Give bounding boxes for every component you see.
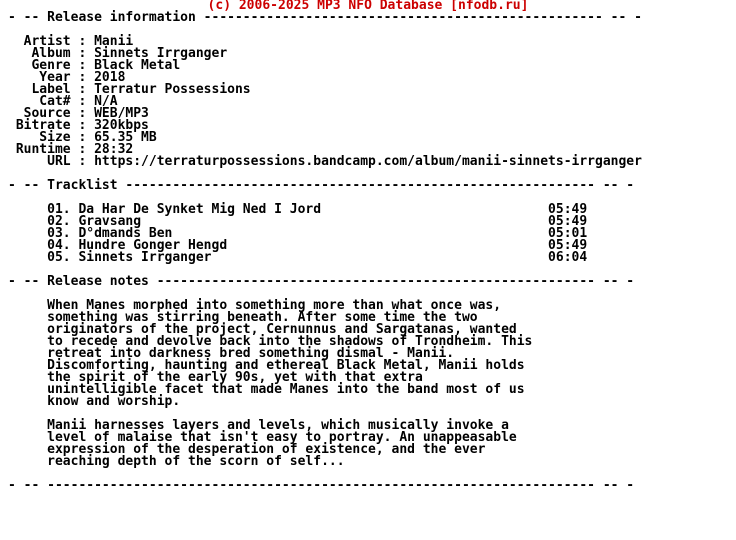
info-year: Year : 2018 [8, 70, 126, 85]
section-header-release-information: - -- Release information --------------------------------------------------- -- - [8, 10, 642, 25]
release-notes-line: unintelligible facet that made Manes into the band most of us [8, 382, 525, 397]
section-footer-divider: - -- ---------------------------------------------------------------------- -- - [8, 478, 635, 493]
release-notes-line: originators of the project, Cernunnus and Sargatanas, wanted [8, 322, 517, 337]
info-artist: Artist : Manii [8, 34, 134, 49]
release-notes-line: When Manes morphed into something more than what once was, [8, 298, 502, 313]
info-genre: Genre : Black Metal [8, 58, 181, 73]
track-row: 05. Sinnets Irrganger 06:04 [8, 250, 588, 265]
release-notes-line: reaching depth of the scorn of self... [8, 454, 345, 469]
info-bitrate: Bitrate : 320kbps [8, 118, 149, 133]
info-url: URL : https://terraturpossessions.bandcamp.com/album/manii-sinnets-irrganger [8, 154, 642, 169]
release-notes-line: know and worship. [8, 394, 181, 409]
nfodb-credit: (c) 2006-2025 MP3 NFO Database [nfodb.ru] [207, 0, 529, 13]
info-label: Label : Terratur Possessions [8, 82, 251, 97]
release-notes-line: expression of the desperation of existence, and the ever [8, 442, 486, 457]
info-source: Source : WEB/MP3 [8, 106, 149, 121]
track-row: 01. Da Har De Synket Mig Ned I Jord 05:49 [8, 202, 588, 217]
track-row: 04. Hundre Gonger Hengd 05:49 [8, 238, 588, 253]
nfo-text [8, 12, 642, 492]
track-row: 03. D°dmands Ben 05:01 [8, 226, 588, 241]
release-notes-line: to recede and devolve back into the shadows of Trondheim. This [8, 334, 533, 349]
release-notes-line: Discomforting, haunting and ethereal Black Metal, Manii holds [8, 358, 525, 373]
track-row: 02. Gravsang 05:49 [8, 214, 588, 229]
release-notes-line: something was stirring beneath. After some time the two [8, 310, 478, 325]
info-size: Size : 65.35 MB [8, 130, 157, 145]
info-runtime: Runtime : 28:32 [8, 142, 134, 157]
release-notes-line: the spirit of the early 90s, yet with that extra [8, 370, 423, 385]
release-notes-line: retreat into darkness bred something dismal - Manii. [8, 346, 455, 361]
section-header-tracklist: - -- Tracklist ------------------------------------------------------------ -- - [8, 178, 635, 193]
section-header-release-notes: - -- Release notes -------------------------------------------------------- -- - [8, 274, 635, 289]
release-notes-line: Manii harnesses layers and levels, which musically invoke a [8, 418, 509, 433]
info-catalog: Cat# : N/A [8, 94, 118, 109]
info-album: Album : Sinnets Irrganger [8, 46, 228, 61]
release-notes-line: level of malaise that isn't easy to portray. An unappeasable [8, 430, 517, 445]
